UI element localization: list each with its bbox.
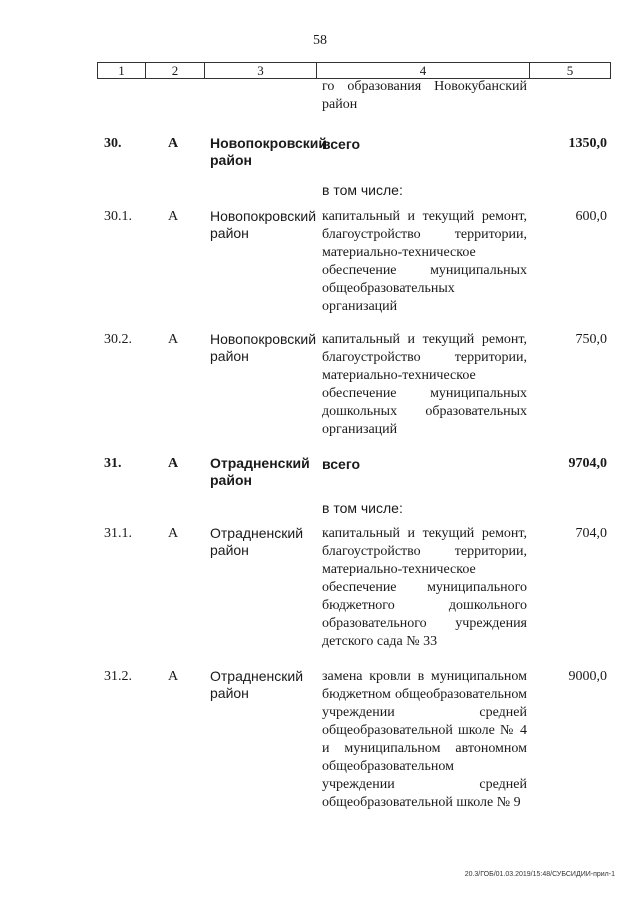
item-amount: 600,0 [575, 209, 607, 224]
item-letter: А [168, 332, 179, 347]
item-amount: 704,0 [575, 526, 607, 541]
item-district: Новопокровский район [210, 331, 317, 364]
item-amount: 9000,0 [568, 669, 607, 684]
section-label: всего [322, 456, 361, 472]
column-header-4: 4 [317, 63, 530, 79]
item-letter: А [168, 669, 179, 684]
item-letter: А [168, 526, 179, 541]
item-description: капитальный и текущий ремонт, благоустройство территории, материально-техническое обеспечение муниципальных общеобразовательных организаций [322, 209, 527, 314]
item-description: капитальный и текущий ремонт, благоустройство территории, материально-техническое обеспечение муниципальных дошкольных образовательных организаций [322, 332, 527, 437]
section-district: Отрадненский район [210, 455, 310, 488]
column-header-2: 2 [146, 63, 205, 79]
document-footer-code: 20.3/ГОБ/01.03.2019/15:48/СУБСИДИИ-прил-1 [464, 871, 615, 878]
sub-label: в том числе: [322, 182, 403, 198]
column-header-1: 1 [98, 63, 146, 79]
item-description: капитальный и текущий ремонт, благоустройство территории, материально-техническое обеспечение муниципального бюджетного дошкольного образовательного учреждения детского сада № 33 [322, 526, 527, 649]
continuation-text: го образования Новокубанский район [322, 79, 527, 112]
column-header-3: 3 [205, 63, 317, 79]
item-letter: А [168, 209, 179, 224]
section-label: всего [322, 136, 361, 152]
item-district: Отрадненский район [210, 668, 304, 701]
column-header-table [97, 62, 611, 79]
section-number: 30. [104, 136, 122, 151]
section-total: 9704,0 [568, 456, 607, 471]
item-number: 30.2. [104, 332, 132, 347]
sub-label: в том числе: [322, 500, 403, 516]
section-number: 31. [104, 456, 122, 471]
section-total: 1350,0 [568, 136, 607, 151]
section-district: Новопокровский район [210, 135, 328, 168]
section-letter: А [168, 136, 179, 151]
item-number: 31.2. [104, 669, 132, 684]
item-description: замена кровли в муниципальном бюджетном общеобразовательном учреждении средней общеобразовательной школе № 4 и муниципальном автономном общеобразовательном учреждении средней общеобразовательной школе № 9 [322, 669, 527, 810]
item-district: Отрадненский район [210, 525, 304, 558]
section-letter: А [168, 456, 179, 471]
item-district: Новопокровский район [210, 208, 317, 241]
page-number: 58 [313, 33, 327, 48]
column-header-5: 5 [530, 63, 611, 79]
item-amount: 750,0 [575, 332, 607, 347]
item-number: 30.1. [104, 209, 132, 224]
item-number: 31.1. [104, 526, 132, 541]
